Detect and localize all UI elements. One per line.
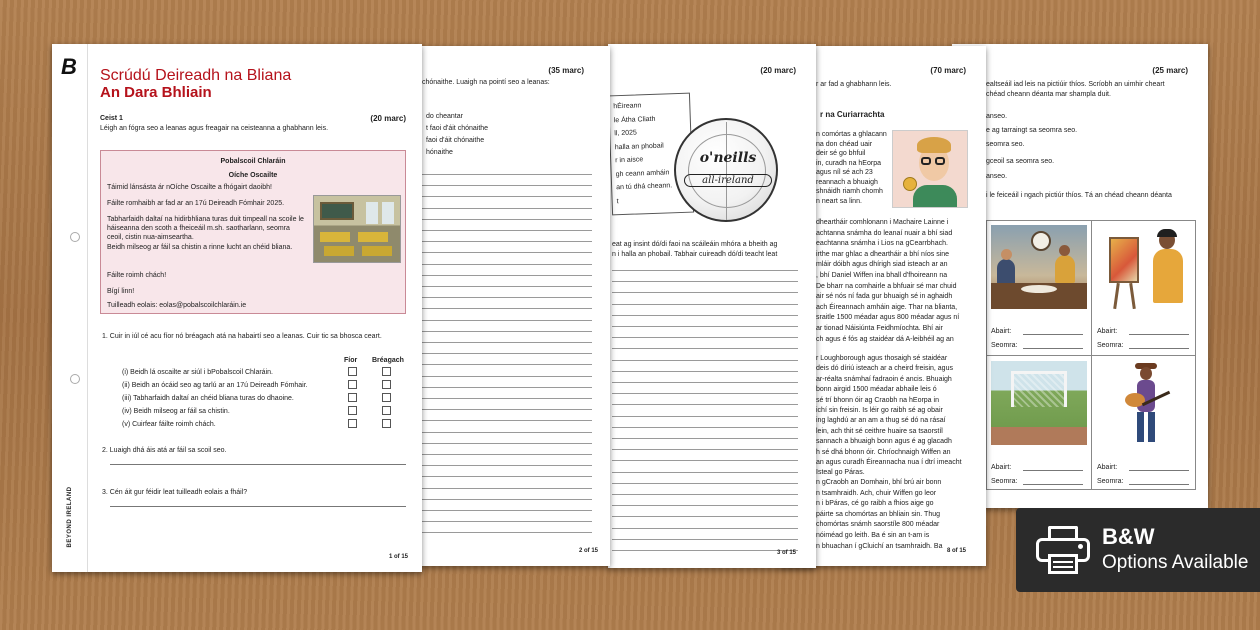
article-line: na don chéad uair <box>816 140 873 148</box>
notice-line: Táimid lánsásta ár nOíche Oscailte a fhógairt daoibh! <box>107 184 272 191</box>
article-line: ichí sin freisin. Is léir go raibh sé ag obair <box>816 407 943 415</box>
statement-text: (iii) Tabharfaidh daltaí an chéid bliana turas do dhaoine. <box>122 395 294 402</box>
binder-hole <box>70 232 80 242</box>
page-5 <box>952 44 1208 508</box>
article-line: n comórtas a ghlacann <box>816 131 887 138</box>
article-line: reannach a bhuaigh <box>816 178 878 186</box>
answer-line[interactable] <box>422 443 592 444</box>
answer-line[interactable] <box>422 420 592 421</box>
answer-line[interactable] <box>422 465 592 466</box>
answer-line[interactable] <box>612 449 798 450</box>
notice-event: Oíche Oscailte <box>228 172 278 179</box>
answer-line[interactable] <box>612 427 798 428</box>
article-paragraph-2 <box>816 354 962 479</box>
ball-tagline-text: all-ireland <box>684 174 772 187</box>
answer-line[interactable] <box>422 174 592 175</box>
card-line: gh ceann amháin <box>615 168 670 178</box>
statement-text: (iv) Beidh milseog ar fáil sa chistin. <box>122 408 230 415</box>
article-line: shnáidh riamh chomh <box>816 188 883 195</box>
answer-line[interactable] <box>612 460 798 461</box>
answer-line[interactable] <box>422 230 592 231</box>
question-3-answer-line[interactable] <box>110 506 406 507</box>
answer-line[interactable] <box>612 337 798 338</box>
page-2-bullet: hónaithe <box>426 149 453 156</box>
answer-line[interactable] <box>612 315 798 316</box>
article-line: n neart sa linn. <box>816 197 862 205</box>
classroom-picture <box>313 195 401 263</box>
article-line: air sé nós ní fada gur bhuaigh sé in aghaidh <box>816 293 953 301</box>
answer-line[interactable] <box>612 528 798 529</box>
article-line: ar tionad Náisiúnta Feidhmíochta. Bhí air <box>816 324 943 332</box>
gaelic-football-image <box>674 118 778 222</box>
answer-line[interactable] <box>422 510 592 511</box>
article-line: h sé dhá bhonn óir. Chríochnaigh Wiffen an <box>816 448 951 456</box>
page-3-number: 3 of 15 <box>776 550 796 556</box>
page-1 <box>52 44 422 572</box>
article-line: nóiméad go leith. Ba é sin an t-am is <box>816 531 930 539</box>
page-2-marks: (35 marc) <box>548 66 584 75</box>
article-line: sannach a bhuaigh bonn agus é ag glacadh <box>816 438 952 446</box>
answer-line[interactable] <box>422 252 592 253</box>
answer-label-sentence: Abairt: <box>1097 464 1118 471</box>
article-line: n i bPáras, cé go raibh a fhios aige go <box>816 500 934 508</box>
painter-picture <box>1097 225 1193 309</box>
notice-closing: Fáilte roimh chách! <box>107 272 167 279</box>
article-paragraph-1 <box>816 218 959 345</box>
page-4-number: 8 of 15 <box>946 548 966 554</box>
page-5-list-item: gceoil sa seomra seo. <box>986 158 1055 165</box>
page-2-bullet: do cheantar <box>426 113 463 120</box>
answer-line[interactable] <box>422 398 592 399</box>
answer-line[interactable] <box>422 432 592 433</box>
answer-line[interactable] <box>422 185 592 186</box>
answer-label-sentence: Abairt: <box>991 464 1012 471</box>
answer-line[interactable] <box>612 393 798 394</box>
page-2-bullet: t faoi d'áit chónaithe <box>426 125 489 132</box>
article-line: páirte sa chomórtas an bhliain sin. Thug <box>816 510 940 518</box>
page-4-intro: r ar fad a ghabhann leis. <box>816 81 892 88</box>
brand-logo: B <box>61 54 77 79</box>
bw-options-badge <box>1016 508 1260 592</box>
question-instruction: Léigh an fógra seo a leanas agus freagair na ceisteanna a ghabhann leis. <box>100 125 329 132</box>
answer-line[interactable] <box>422 488 592 489</box>
page-5-list-item: seomra seo. <box>986 141 1025 148</box>
column-true: Fíor <box>344 357 358 364</box>
ball-brand-text: o'neills <box>699 150 757 166</box>
true-checkbox[interactable] <box>348 419 357 428</box>
question-3-text: 3. Cén áit gur féidir leat tuilleadh eolais a fháil? <box>102 489 248 496</box>
article-line: in, curadh na hEorpa <box>816 159 881 167</box>
article-line: eachtanna snámha i Lios na gCearrbhach. <box>816 240 948 248</box>
answer-line[interactable] <box>612 483 798 484</box>
page-2-number: 2 of 15 <box>578 548 598 554</box>
article-line: bonn airgid 1500 méadar abhaile leis ó <box>816 386 937 394</box>
answer-line[interactable] <box>612 494 798 495</box>
answer-line[interactable] <box>422 532 592 533</box>
article-line: achtanna snámha do leanaí nuair a bhí siad <box>816 229 953 237</box>
question-2-answer-line[interactable] <box>110 464 406 465</box>
article-line: mláir dóibh agus dhírigh siad isteach ar an <box>816 261 948 269</box>
brand-name: BEYOND IRELAND <box>67 486 73 548</box>
card-line: hÉireann <box>613 102 642 111</box>
answer-line[interactable] <box>612 472 798 473</box>
false-checkbox[interactable] <box>382 380 391 389</box>
article-line: agus níl sé ach 23 <box>816 169 873 176</box>
page-3-marks: (20 marc) <box>760 66 796 75</box>
answer-line[interactable] <box>422 499 592 500</box>
answer-line[interactable] <box>422 476 592 477</box>
article-line: n bhuachan í gCluichí an tsamhraidh. Ba <box>816 542 943 550</box>
notice-line: Fáilte romhaibh ar fad ar an 17ú Deireadh Fómhair 2025. <box>107 200 285 207</box>
article-line: , bhí Daniel Wiffen ina bhall d'fhoireann na <box>816 271 948 279</box>
answer-line[interactable] <box>422 264 592 265</box>
page-5-list-item: anseo. <box>986 113 1008 120</box>
page-2-bullet: faoi d'áit chónaithe <box>426 137 485 144</box>
badge-subtitle: Options Available <box>1102 552 1249 573</box>
card-line: ll, 2025 <box>614 129 637 138</box>
article-line: n gCraobh an Domhain, bhí brú air bonn <box>816 479 942 486</box>
card-line: t <box>616 197 619 205</box>
brand-sidebar <box>52 44 88 572</box>
answer-line[interactable] <box>612 326 798 327</box>
article-line: ar-réalta snámhaí fadraoin é ancis. Bhuaigh <box>816 375 952 383</box>
page-5-list-item: anseo. <box>986 173 1008 180</box>
article-line: deis dó díriú isteach ar a cheird freisin, agus <box>816 365 953 373</box>
false-checkbox[interactable] <box>382 393 391 402</box>
card-line: le Átha Cliath <box>613 115 656 124</box>
answer-line[interactable] <box>612 360 798 361</box>
answer-line[interactable] <box>422 409 592 410</box>
article-paragraph-3 <box>816 478 942 552</box>
article-line: an agus curadh Éireannacha nua í dtrí imeacht <box>816 459 962 467</box>
answer-line[interactable] <box>612 550 798 551</box>
exam-title: Scrúdú Deireadh na Bliana <box>100 67 292 84</box>
pitch-picture <box>991 361 1087 445</box>
answer-label-room: Seomra: <box>1097 342 1124 349</box>
printer-icon <box>1036 526 1090 574</box>
page-3-instruction-line-2: n i halla an phobail. Tabhair cuireadh dó/di teacht leat <box>612 251 778 258</box>
statement-text: (ii) Beidh an ócáid seo ag tarlú ar an 17ú Deireadh Fómhair. <box>122 382 308 389</box>
true-checkbox[interactable] <box>348 367 357 376</box>
open-night-notice <box>100 150 406 314</box>
answer-line[interactable] <box>612 292 798 293</box>
answer-line[interactable] <box>422 342 592 343</box>
article-line: n tsamhraidh. Ach, chuir Wiffen go leor <box>816 489 937 497</box>
answer-line[interactable] <box>612 404 798 405</box>
exam-subtitle: An Dara Bhliain <box>100 84 212 101</box>
answer-line[interactable] <box>422 208 592 209</box>
false-checkbox[interactable] <box>382 419 391 428</box>
answer-line[interactable] <box>422 353 592 354</box>
answer-line[interactable] <box>612 416 798 417</box>
answer-line[interactable] <box>612 438 798 439</box>
answer-line[interactable] <box>422 297 592 298</box>
answer-line[interactable] <box>422 275 592 276</box>
column-false: Bréagach <box>372 357 404 364</box>
card-line: r in aisce <box>615 156 644 165</box>
notice-closing: Tuilleadh eolais: eolas@pobalscoilchlaráin.ie <box>107 302 247 309</box>
page-5-instruction-line-1: ealtseáil iad leis na pictiúir thíos. Scríobh an uimhir cheart <box>986 81 1165 88</box>
card-line: an tú dhá cheann. <box>616 182 673 192</box>
article-line: r Loughborough agus thosaigh sé staidéar <box>816 355 948 362</box>
article-heading: r na Curiarrachta <box>820 110 885 119</box>
article-line: sé trí bhonn óir ag Craobh na hEorpa in <box>816 396 939 404</box>
page-3-instruction-line-1: eat ag insint dó/di faoi na scáileáin mhóra a bheith ag <box>612 241 778 248</box>
answer-line[interactable] <box>422 219 592 220</box>
answer-line[interactable] <box>612 281 798 282</box>
answer-label-sentence: Abairt: <box>991 328 1012 335</box>
notice-line: Tabharfaidh daltaí na hidirbhliana turas duit timpeall na scoile le háiseanna den scoth a fheiceáil m.sh. saotharlann, seomra ceoil, cistin nua-aimseartha. <box>107 216 304 241</box>
question-marks: (20 marc) <box>370 114 406 123</box>
article-line: deir sé go bhfuil <box>816 150 866 157</box>
answer-label-room: Seomra: <box>991 478 1018 485</box>
answer-line[interactable] <box>612 539 798 540</box>
answer-line[interactable] <box>422 376 592 377</box>
page-5-marks: (25 marc) <box>1152 66 1188 75</box>
answer-line[interactable] <box>612 382 798 383</box>
binder-hole <box>70 374 80 384</box>
answer-line[interactable] <box>612 348 798 349</box>
answer-line[interactable] <box>422 387 592 388</box>
answer-line[interactable] <box>612 505 798 506</box>
notice-closing: Bígí linn! <box>107 288 135 295</box>
article-line: ch agus é fós ag staidéar dá A-leibhéil ag an <box>816 335 954 343</box>
card-line: halla an phobail <box>614 142 664 151</box>
article-line: chomórtas snámh saorstíle 800 méadar <box>816 521 940 529</box>
statement-text: (v) Cuirfear fáilte roimh chách. <box>122 421 216 428</box>
answer-line[interactable] <box>422 521 592 522</box>
answer-line[interactable] <box>612 270 798 271</box>
true-checkbox[interactable] <box>348 380 357 389</box>
true-checkbox[interactable] <box>348 406 357 415</box>
page-5-picture-instruction: i le feiceáil i ngach pictiúr thíos. Tá an chéad cheann déanta <box>986 192 1172 199</box>
answer-line[interactable] <box>612 304 798 305</box>
article-line: irthe mar ghlac a dheartháir a bhí níos sine <box>816 250 950 258</box>
article-column-1 <box>816 130 887 206</box>
article-line: dheartháir comhlonann i Machaire Lainne i <box>816 219 949 226</box>
page-5-list-item: e ag tarraingt sa seomra seo. <box>986 127 1078 134</box>
true-checkbox[interactable] <box>348 393 357 402</box>
question-2-text: 2. Luaigh dhá áis atá ar fáil sa scoil seo. <box>102 447 227 454</box>
answer-line[interactable] <box>422 331 592 332</box>
page-1-number: 1 of 15 <box>388 554 408 560</box>
article-line: sraitle 1500 méadar agus 800 méadar agus ní <box>816 314 960 322</box>
answer-line[interactable] <box>422 320 592 321</box>
answer-label-room: Seomra: <box>991 342 1018 349</box>
answer-line[interactable] <box>422 286 592 287</box>
page-4-marks: (70 marc) <box>930 66 966 75</box>
restaurant-picture <box>991 225 1087 309</box>
article-line: ach Éireannach amháin aige. Thar na blianta, <box>816 303 958 311</box>
answer-label-sentence: Abairt: <box>1097 328 1118 335</box>
answer-line[interactable] <box>422 364 592 365</box>
answer-line[interactable] <box>422 454 592 455</box>
article-line: lein, ach thit sé ceithre huaire sa tsaorstíl <box>816 427 943 435</box>
statement-text: (i) Beidh lá oscailte ar siúl i bPobalscoil Chlaráin. <box>122 369 273 376</box>
article-line: De bharr na comhairle a bhfuair sé mar chuid <box>816 282 957 290</box>
question-1-text: 1. Cuir in iúl cé acu fíor nó bréagach atá na habairtí seo a leanas. Cuir tic sa bhosca ceart. <box>102 333 382 340</box>
answer-line[interactable] <box>612 371 798 372</box>
article-line: Isteal go Páras. <box>816 469 865 477</box>
notice-school: Pobalscoil Chlaráin <box>220 158 286 165</box>
page-2-intro: chónaithe. Luaigh na pointí seo a leanas: <box>422 79 550 86</box>
picture-grid <box>986 220 1196 490</box>
page-5-instruction-line-2: chéad cheann déanta mar shampla duit. <box>986 91 1111 98</box>
answer-line[interactable] <box>422 196 592 197</box>
guitarist-picture <box>1097 361 1193 445</box>
article-line: ing laghdú ar an am a thug sé dó na rásaí <box>816 417 946 425</box>
answer-line[interactable] <box>422 241 592 242</box>
question-label: Ceist 1 <box>100 115 123 122</box>
notice-line: Beidh milseog ar fáil sa chistin a rinne lucht an chéid bliana. <box>107 244 293 251</box>
answer-line[interactable] <box>422 308 592 309</box>
answer-label-room: Seomra: <box>1097 478 1124 485</box>
false-checkbox[interactable] <box>382 406 391 415</box>
swimmer-portrait <box>892 130 968 208</box>
page-3 <box>608 44 816 568</box>
badge-title: B&W <box>1102 524 1155 549</box>
false-checkbox[interactable] <box>382 367 391 376</box>
answer-line[interactable] <box>612 516 798 517</box>
